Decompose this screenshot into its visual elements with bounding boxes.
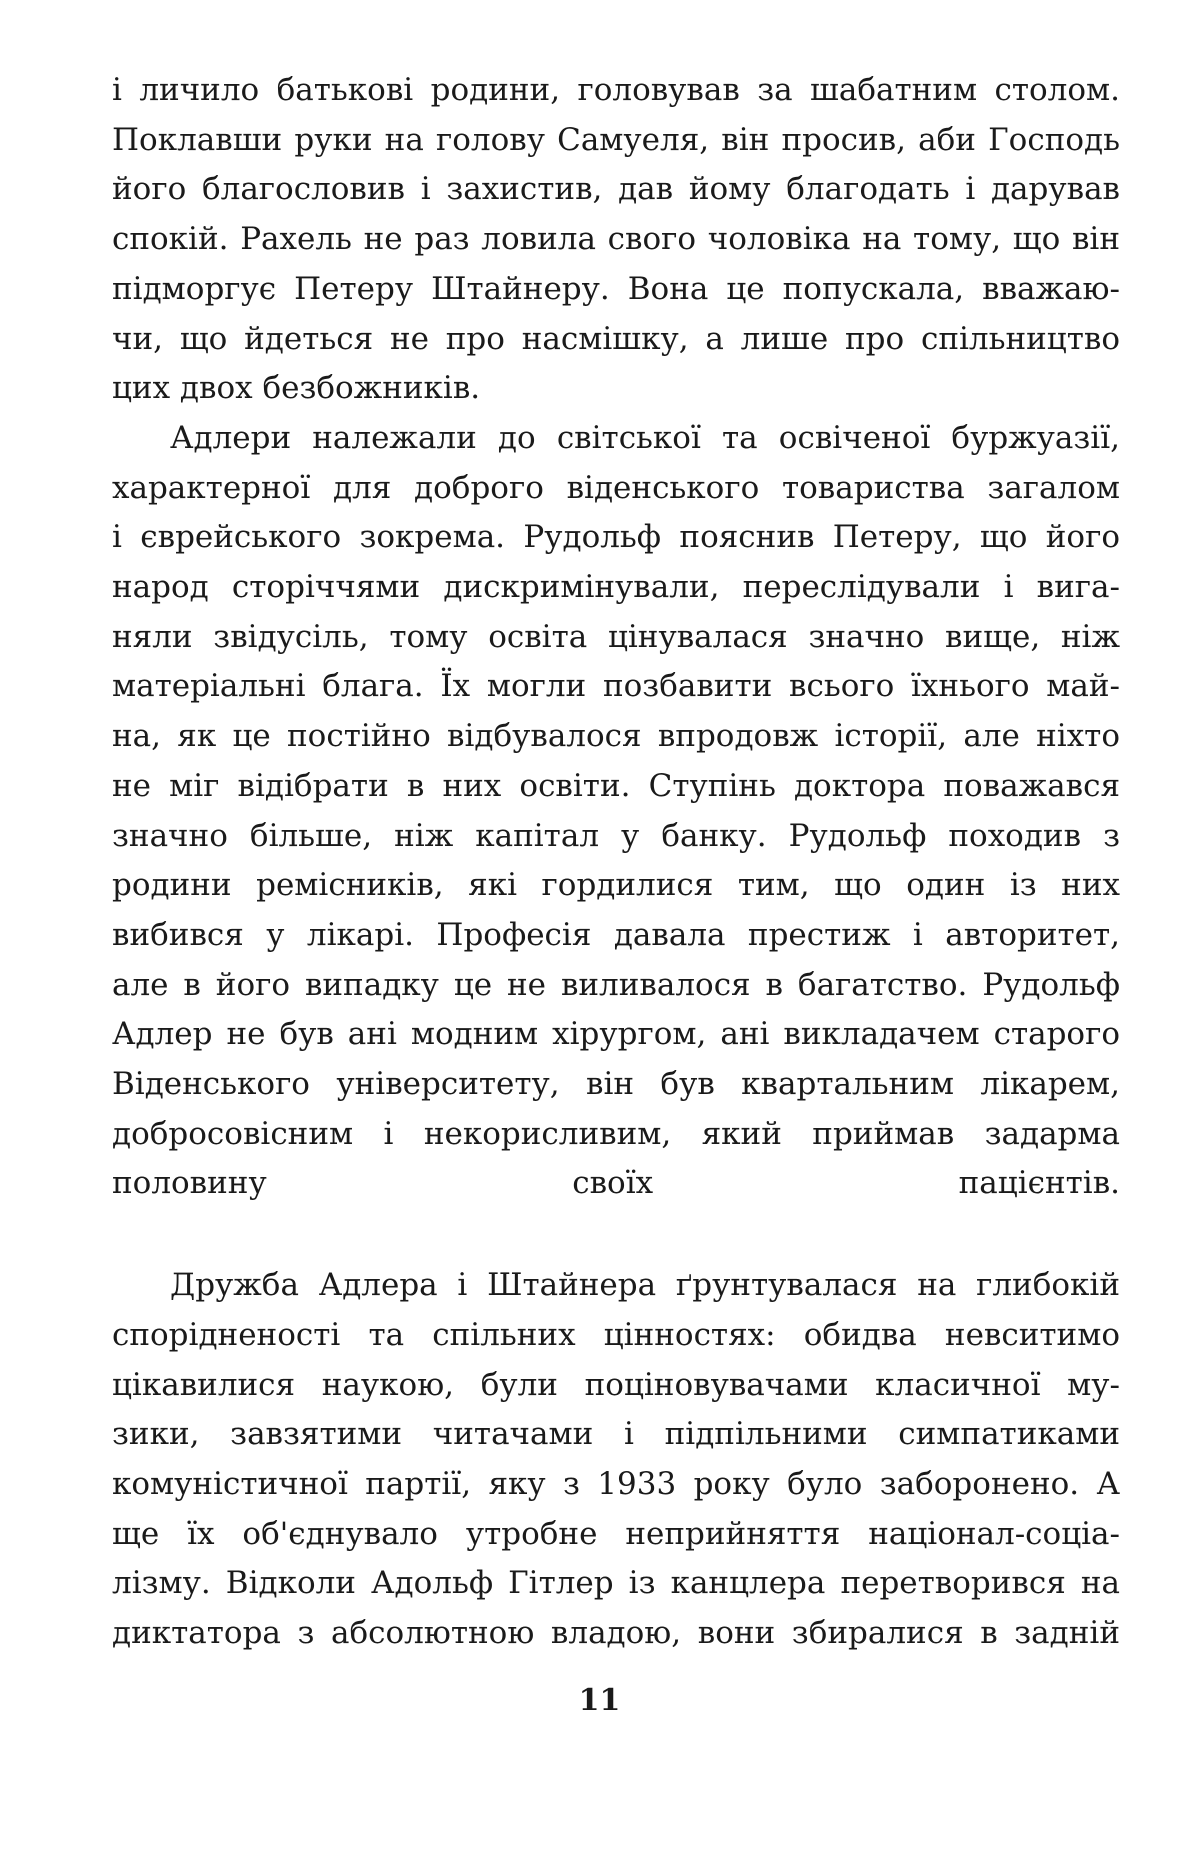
text-line: лізму. Відколи Адольф Гітлер із канцлера перетворився на (112, 1565, 1120, 1602)
text-line: цікавилися наукою, були поціновувачами класичної му- (112, 1366, 1120, 1403)
text-line: Поклавши руки на голову Самуеля, він просив, аби Господь (112, 121, 1120, 158)
paragraph-2 (112, 414, 1120, 1209)
text-line: Дружба Адлера і Штайнера ґрунтувалася на глибокій (170, 1267, 1120, 1304)
text-line: на, як це постійно відбувалося впродовж історії, але ніхто (112, 718, 1120, 755)
text-line: диктатора з абсолютною владою, вони збиралися в задній (112, 1615, 1120, 1652)
text-line: няли звідусіль, тому освіта цінувалася значно вище, ніж (112, 618, 1120, 655)
paragraph-3 (112, 1261, 1120, 1659)
page-body (112, 66, 1120, 1659)
text-line: вибився у лікарі. Професія давала престиж і авторитет, (112, 916, 1120, 953)
text-line: Адлер не був ані модним хірургом, ані викладачем старого (112, 1016, 1120, 1053)
text-line: чи, що йдеться не про насмішку, а лише про спільництво (112, 320, 1120, 357)
text-line: але в його випадку це не виливалося в багатство. Рудольф (112, 966, 1120, 1003)
text-line: характерної для доброго віденського товариства загалом (112, 469, 1120, 506)
text-line: половину своїх пацієнтів. (112, 1165, 1120, 1202)
text-line: підморгує Петеру Штайнеру. Вона це попускала, вважаю- (112, 270, 1120, 307)
text-line: і личило батькові родини, головував за шабатним столом. (112, 72, 1120, 108)
text-line: значно більше, ніж капітал у банку. Рудольф походив з (112, 817, 1120, 854)
text-line: родини ремісників, які гордилися тим, що один із них (112, 867, 1120, 904)
text-line: зики, завзятими читачами і підпільними симпатиками (112, 1416, 1120, 1453)
text-line: ще їх об'єднувало утробне неприйняття націонал-соціа- (112, 1515, 1120, 1552)
text-line: і єврейського зокрема. Рудольф пояснив Петеру, що його (112, 519, 1120, 556)
text-line: добросовісним і некорисливим, який приймав задарма (112, 1115, 1120, 1152)
text-line: не міг відібрати в них освіти. Ступінь доктора поважався (112, 767, 1120, 804)
text-line: спорідненості та спільних цінностях: обидва невситимо (112, 1316, 1120, 1353)
text-line: спокій. Рахель не раз ловила свого чоловіка на тому, що він (112, 221, 1120, 258)
text-line: його благословив і захистив, дав йому благодать і дарував (112, 171, 1120, 208)
page-number: 11 (578, 1683, 621, 1718)
text-line: цих двох безбожників. (112, 370, 481, 407)
text-line: Адлери належали до світської та освіченої буржуазії, (170, 419, 1120, 456)
section-break (112, 1209, 1120, 1261)
paragraph-1 (112, 66, 1120, 414)
text-line: матеріальні блага. Їх могли позбавити всього їхнього май- (112, 668, 1120, 705)
text-line: народ сторіччями дискримінували, переслідували і вига- (112, 569, 1120, 606)
text-line: комуністичної партії, яку з 1933 року було заборонено. А (112, 1465, 1120, 1502)
text-line: Віденського університету, він був квартальним лікарем, (112, 1066, 1120, 1103)
